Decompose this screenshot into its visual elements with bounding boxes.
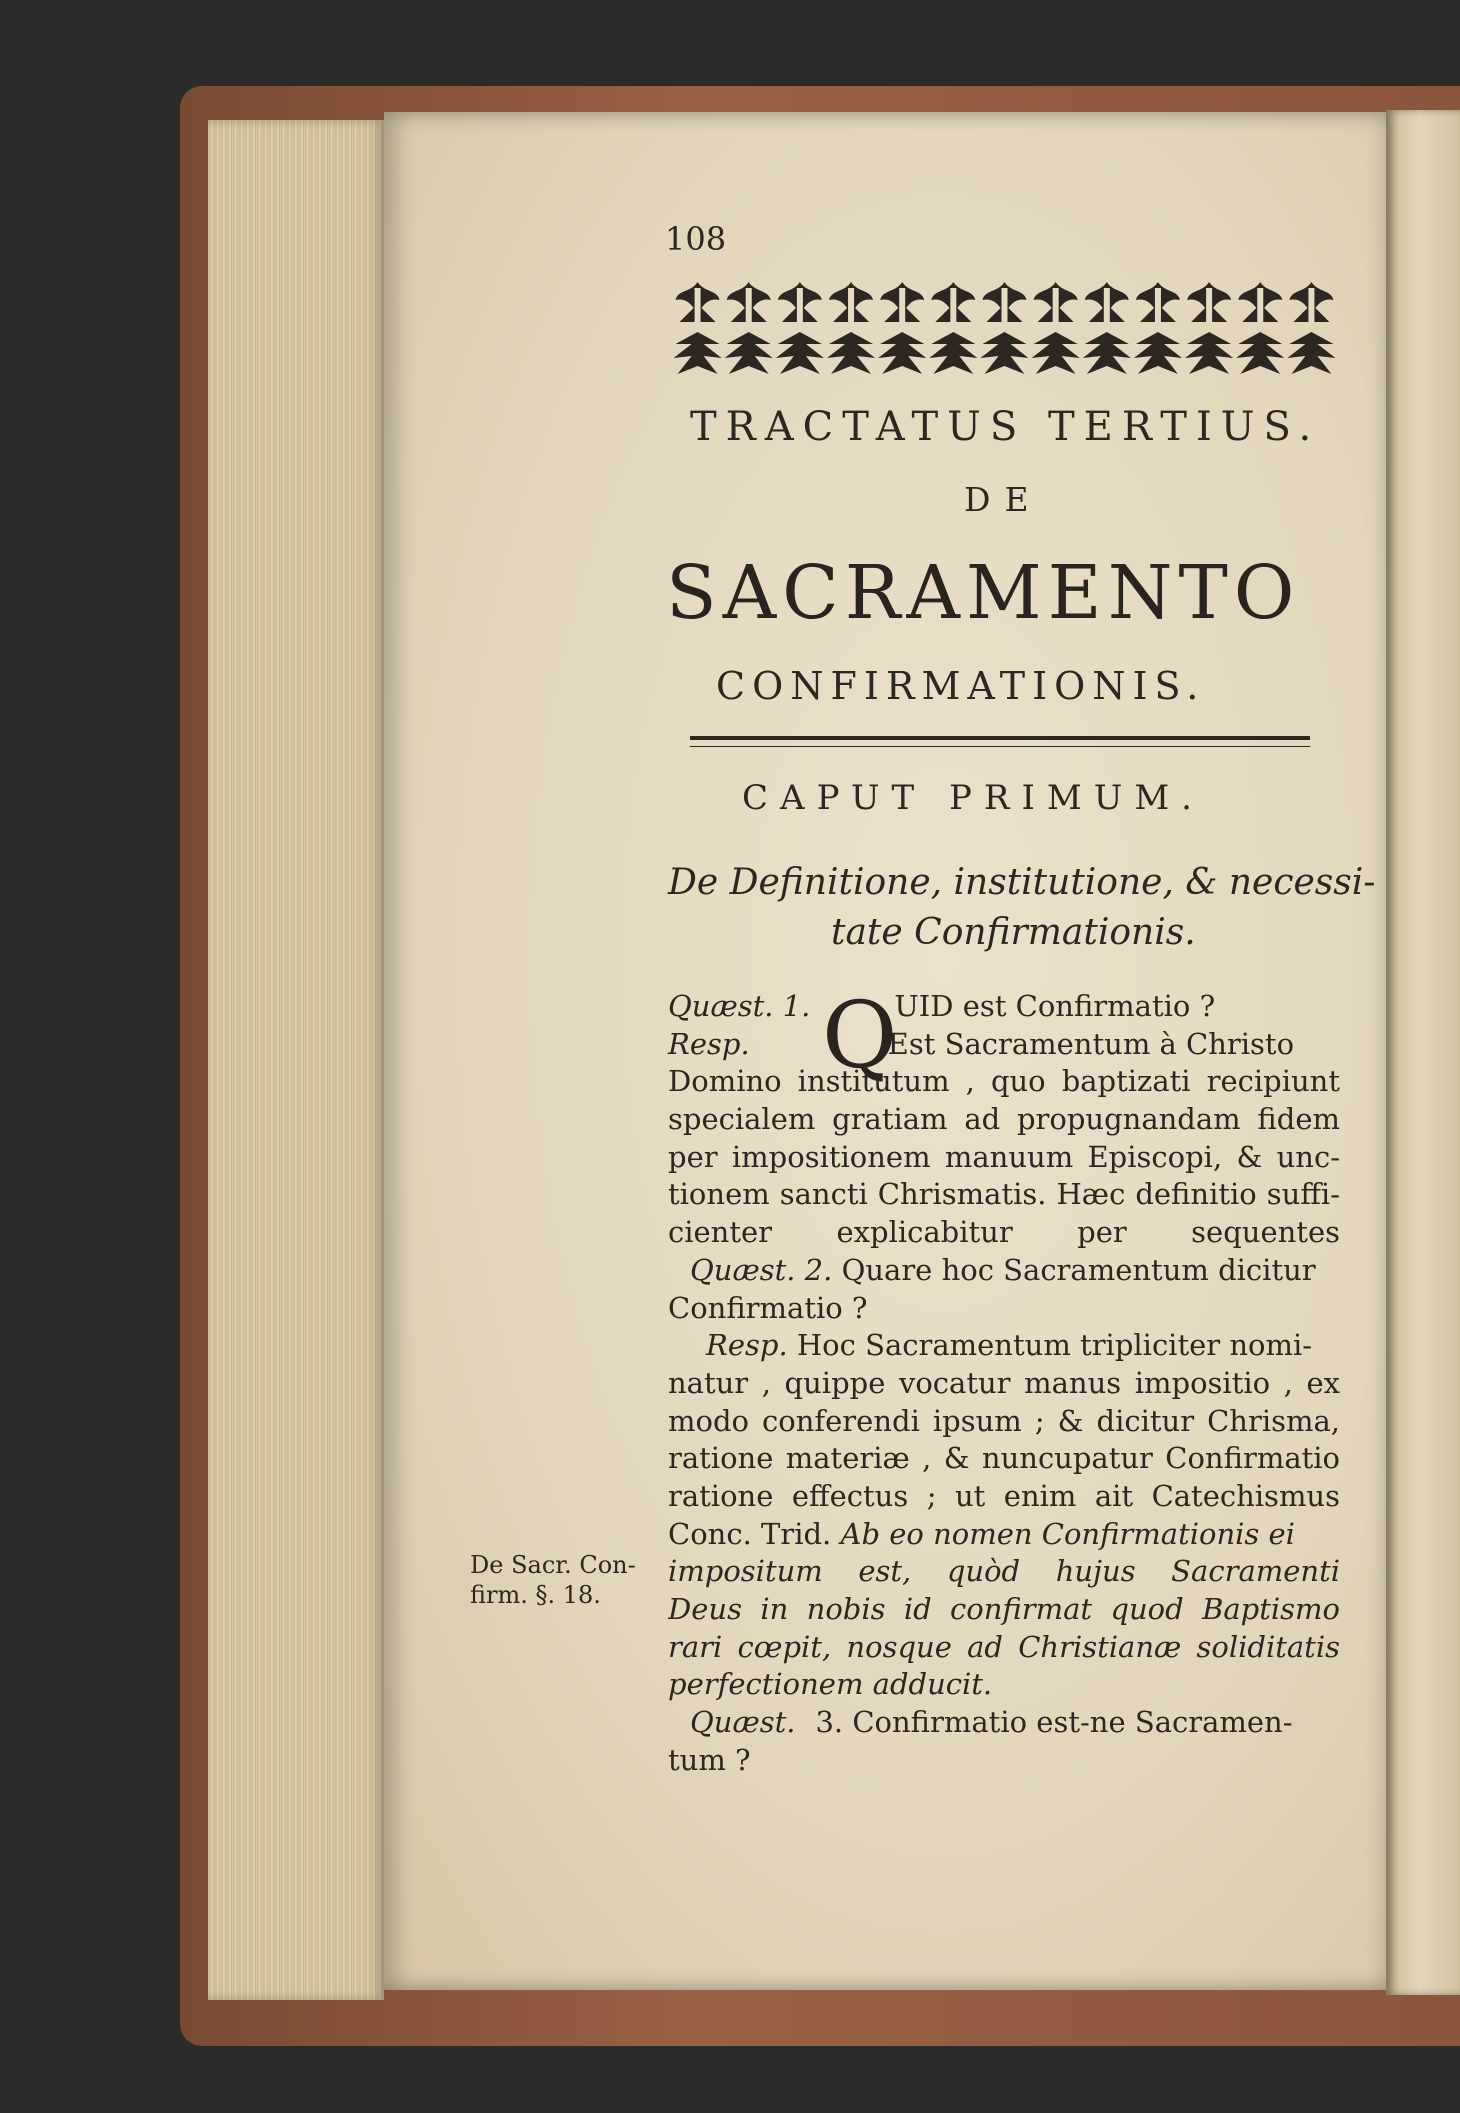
response-1	[668, 1026, 1340, 1064]
margin-note-line: firm. §. 18.	[470, 1581, 601, 1609]
quote-line	[668, 1516, 1340, 1554]
body-line: ratione materiæ , & nuncupatur Confirmatio	[668, 1441, 1340, 1476]
chapter-subtitle: De Definitione, institutione, & necessi-	[668, 862, 1376, 903]
question-1	[668, 988, 1340, 1026]
body-line: tum ?	[668, 1742, 751, 1777]
treatise-title: TRACTATUS TERTIUS.	[690, 404, 1321, 450]
question-label: Quæst. 2.	[690, 1252, 833, 1287]
chapter-subtitle-cont: tate Confirmationis.	[831, 912, 1196, 953]
book-gutter	[1386, 110, 1460, 1995]
response-label: Resp.	[706, 1328, 788, 1363]
quote-line: impositum est, quòd hujus Sacramenti	[668, 1554, 1340, 1589]
body-line: natur , quippe vocatur manus impositio , ex	[668, 1365, 1340, 1400]
quote-line: perfectionem adducit.	[668, 1667, 993, 1702]
response-2	[668, 1327, 1340, 1365]
body-text	[668, 982, 1340, 1779]
title-de: DE	[964, 480, 1043, 519]
question-text: UID est Confirmatio ?	[894, 989, 1216, 1023]
body-line: specialem gratiam ad propugnandam fidem	[668, 1102, 1340, 1137]
response-text: Hoc Sacramentum tripliciter nomi-	[796, 1328, 1313, 1363]
ornament-band	[672, 278, 1337, 380]
body-line: cienter explicabitur per sequentes	[668, 1215, 1340, 1250]
margin-note-line: De Sacr. Con-	[470, 1551, 636, 1579]
drop-cap: Q	[822, 982, 898, 1089]
body-line: per impositionem manuum Episcopi, & unc-	[668, 1139, 1340, 1174]
question-label: Quæst. 1.	[668, 989, 811, 1023]
quote-text: Ab eo nomen Confirmationis ei	[840, 1516, 1295, 1551]
body-line: modo conferendi ipsum ; & dicitur Chrisma,	[668, 1403, 1340, 1438]
response-text: Est Sacramentum à Christo	[887, 1026, 1295, 1061]
question-text: Quare hoc Sacramentum dicitur	[841, 1252, 1316, 1287]
margin-note	[470, 1550, 660, 1610]
title-rule	[690, 736, 1310, 747]
body-line: tionem sancti Chrismatis. Hæc definitio suffi-	[668, 1177, 1340, 1212]
question-3	[668, 1704, 1340, 1742]
question-label: Quæst.	[690, 1705, 796, 1740]
question-2	[668, 1252, 1340, 1290]
body-line: Confirmatio ?	[668, 1290, 868, 1325]
council-ref: Conc. Trid.	[668, 1516, 832, 1551]
page-edges	[208, 120, 384, 2000]
body-line: Domino institutum , quo baptizati recipiunt	[668, 1064, 1340, 1099]
question-text: 3. Confirmatio est-ne Sacramen-	[815, 1705, 1293, 1740]
body-line: ratione effectus ; ut enim ait Catechismus	[668, 1478, 1340, 1513]
confirmation-title: CONFIRMATIONIS.	[716, 664, 1206, 708]
quote-line: Deus in nobis id confirmat quod Baptismo	[668, 1592, 1340, 1626]
sacrament-title: SACRAMENTO	[666, 550, 1301, 636]
page-number: 108	[665, 220, 727, 258]
chapter-heading: CAPUT PRIMUM.	[742, 778, 1204, 818]
quote-line: rari cœpit, nosque ad Christianæ soliditatis	[668, 1629, 1340, 1664]
response-label: Resp.	[668, 1026, 750, 1061]
